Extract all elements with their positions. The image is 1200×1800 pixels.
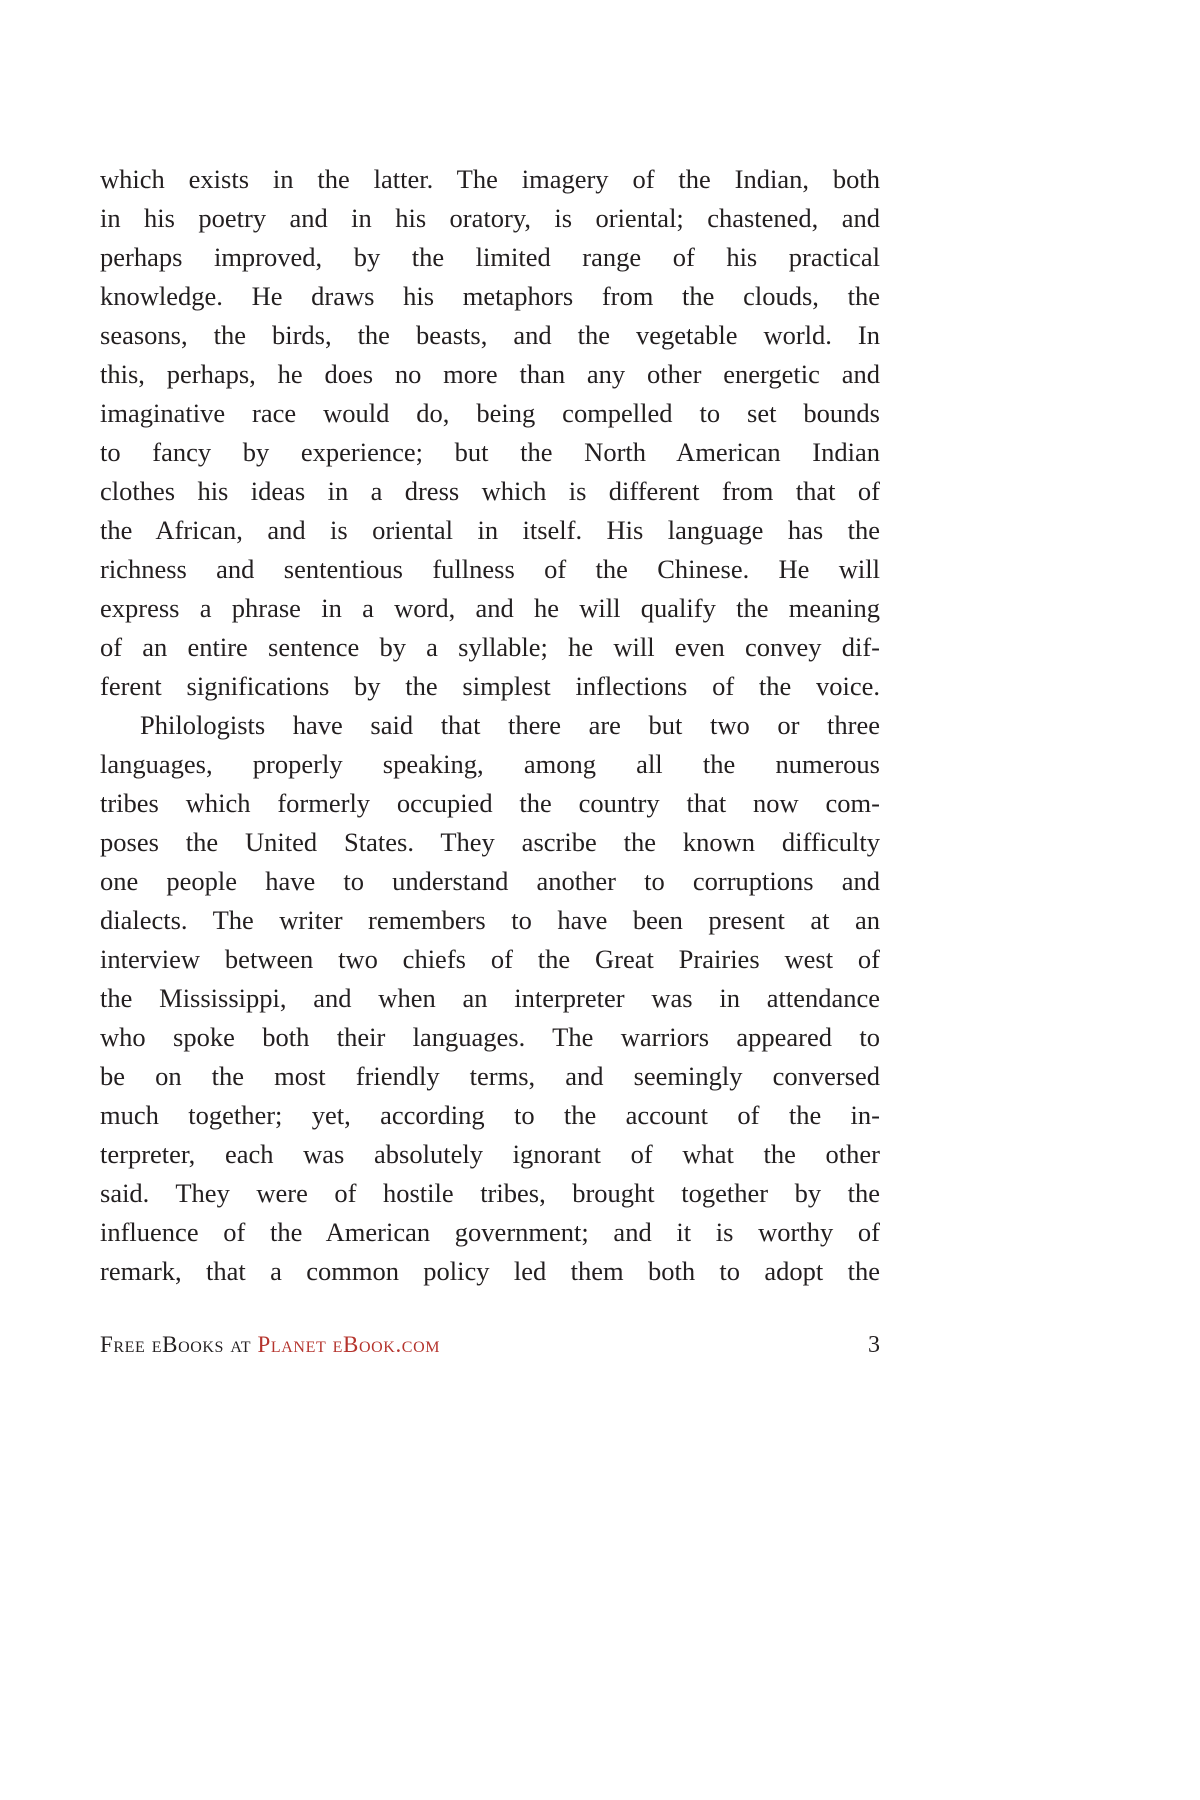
text-line: interview between two chiefs of the Great Prairies west of (100, 944, 880, 974)
text-line: this, perhaps, he does no more than any other energetic and (100, 359, 880, 389)
text-line: express a phrase in a word, and he will qualify the meaning (100, 593, 880, 623)
page-body (100, 160, 880, 1291)
text-line: remark, that a common policy led them both to adopt the (100, 1256, 880, 1286)
footer-prefix: Free eBooks at (100, 1332, 258, 1357)
paragraph-2 (100, 706, 880, 1291)
text-line: tribes which formerly occupied the country that now com- (100, 788, 880, 818)
text-line: Philologists have said that there are but two or three (140, 710, 880, 740)
text-line: influence of the American government; and it is worthy of (100, 1217, 880, 1247)
text-line: terpreter, each was absolutely ignorant of what the other (100, 1139, 880, 1169)
text-line: one people have to understand another to corruptions and (100, 866, 880, 896)
planet-ebook-link[interactable]: Planet eBook.com (257, 1332, 441, 1357)
text-line: the African, and is oriental in itself. His language has the (100, 515, 880, 545)
text-line: of an entire sentence by a syllable; he will even convey dif- (100, 632, 880, 662)
text-line: to fancy by experience; but the North American Indian (100, 437, 880, 467)
text-line: much together; yet, according to the account of the in- (100, 1100, 880, 1130)
text-line: ferent significations by the simplest inflections of the voice. (100, 671, 880, 701)
page-number: 3 (868, 1332, 880, 1358)
page-footer (100, 1332, 880, 1359)
text-line: clothes his ideas in a dress which is different from that of (100, 476, 880, 506)
text-line: dialects. The writer remembers to have been present at an (100, 905, 880, 935)
text-line: seasons, the birds, the beasts, and the vegetable world. In (100, 320, 880, 350)
text-line: perhaps improved, by the limited range of his practical (100, 242, 880, 272)
text-line: which exists in the latter. The imagery of the Indian, both (100, 164, 880, 194)
text-line: the Mississippi, and when an interpreter was in attendance (100, 983, 880, 1013)
text-line: imaginative race would do, being compelled to set bounds (100, 398, 880, 428)
text-line: poses the United States. They ascribe the known difficulty (100, 827, 880, 857)
footer-credit (100, 1332, 440, 1358)
text-line: richness and sententious fullness of the Chinese. He will (100, 554, 880, 584)
text-line: be on the most friendly terms, and seemingly conversed (100, 1061, 880, 1091)
text-line: knowledge. He draws his metaphors from the clouds, the (100, 281, 880, 311)
paragraph-1 (100, 160, 880, 706)
text-line: languages, properly speaking, among all the numerous (100, 749, 880, 779)
text-line: who spoke both their languages. The warriors appeared to (100, 1022, 880, 1052)
text-line: in his poetry and in his oratory, is oriental; chastened, and (100, 203, 880, 233)
text-line: said. They were of hostile tribes, brought together by the (100, 1178, 880, 1208)
